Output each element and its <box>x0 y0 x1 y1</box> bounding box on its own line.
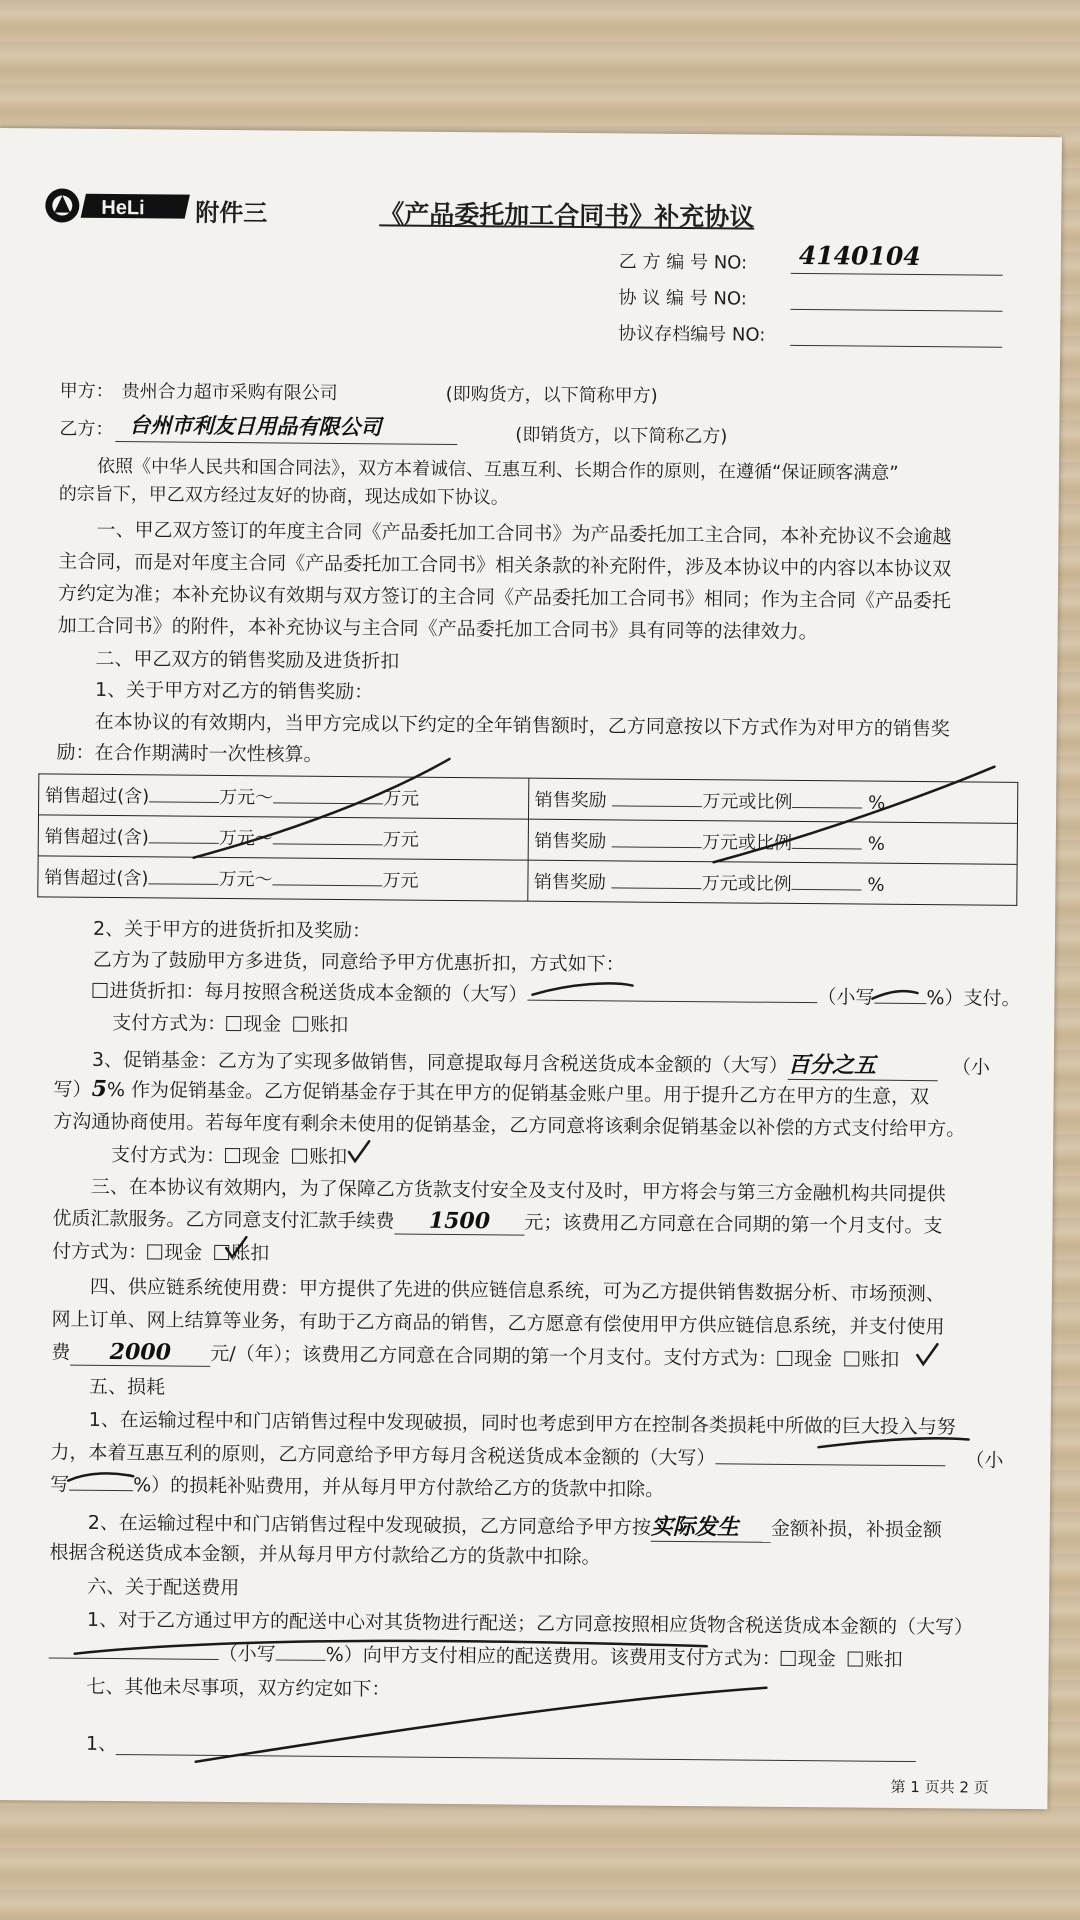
archive-number-label: 协议存档编号 NO: <box>618 323 766 346</box>
section-heading: 1、关于甲方对乙方的销售奖励： <box>95 678 374 704</box>
paragraph-line: 一、甲乙双方签订的年度主合同《产品委托加工合同书》为产品委托加工主合同，本补充协议不会逾越 <box>96 518 952 549</box>
heli-logo-icon <box>43 186 193 225</box>
promo-fund-words: 百分之五 <box>788 1048 938 1081</box>
section-heading: 六、关于配送费用 <box>87 1575 240 1600</box>
table-row: 销售超过(含) 万元～ 万元 销售奖励 万元或比例 % <box>39 774 1018 824</box>
contract-page <box>0 128 1062 1809</box>
payment-method: 支付方式为： 现金 账扣 <box>110 1144 348 1169</box>
paragraph-line: 费 2000 元/（年）；该费用乙方同意在合同期的第一个月支付。支付方式为： 现金 账扣 <box>51 1339 900 1371</box>
checkbox-cash[interactable] <box>777 1351 792 1366</box>
paragraph-line: 网上订单、网上结算等业务，有助于乙方商品的销售，乙方愿意有偿使用甲方供应链信息系统，并支付使用 <box>51 1308 945 1339</box>
paragraph-line: 励：在合作期满时一次性核算。 <box>56 741 323 766</box>
paragraph-line: 1、在运输过程中和门店销售过程中发现破损，同时也考虑到甲方在控制各类损耗中所做的巨大投入与努 <box>88 1408 956 1439</box>
document-title: 《产品委托加工合同书》补充协议 <box>379 199 755 232</box>
paragraph-line: 2、在运输过程中和门店销售过程中发现破损，乙方同意给予甲方按实际发生 金额补损，补损金额 <box>88 1505 942 1544</box>
section-heading: 2、关于甲方的进货折扣及奖励： <box>92 917 372 943</box>
system-fee-value: 2000 <box>70 1339 210 1367</box>
agreement-number-label: 协 议 编 号 NO: <box>618 287 747 310</box>
party-b-note: (即销货方，以下简称乙方) <box>515 424 728 448</box>
party-a-name: 贵州合力超市采购有限公司 <box>121 381 338 404</box>
checkbox-cash[interactable] <box>781 1651 796 1666</box>
party-b-number-value: 4140104 <box>798 240 921 272</box>
party-b-name: 台州市利友日用品有限公司 <box>129 412 382 440</box>
table-row: 销售超过(含) 万元～ 万元 销售奖励 万元或比例 % <box>38 815 1017 865</box>
checkbox-cash[interactable] <box>147 1244 162 1259</box>
sales-reward-table <box>37 773 1018 906</box>
paragraph-line: （小写 %）向甲方支付相应的配送费用。该费用支付方式为： 现金 账扣 <box>49 1637 903 1671</box>
page-number: 第 1 页共 2 页 <box>890 1777 989 1797</box>
remittance-fee-value: 1500 <box>394 1207 524 1235</box>
heli-logo <box>43 186 193 230</box>
loss-compensation-value: 实际发生 <box>651 1510 771 1543</box>
checkbox[interactable] <box>92 983 107 998</box>
payment-method: 支付方式为： 现金 账扣 <box>112 1012 349 1037</box>
checkbox-deduct-checked[interactable] <box>844 1351 859 1366</box>
paragraph-line: 加工合同书》的附件，本补充协议与主合同《产品委托加工合同书》具有同等的法律效力。 <box>57 614 818 644</box>
paragraph-line: 方约定为准；本补充协议有效期与双方签订的主合同《产品委托加工合同书》相同；作为主合同《产品委托 <box>57 582 952 613</box>
promo-fund-percent: 5 <box>91 1075 108 1102</box>
table-row: 销售超过(含) 万元～ 万元 销售奖励 万元或比例 % <box>38 856 1017 906</box>
sales-reward-label: 销售奖励 <box>534 830 607 853</box>
sales-over-label: 销售超过(含) <box>45 785 150 808</box>
svg-text:HeLi: HeLi <box>101 196 145 220</box>
attachment-label: 附件三 <box>195 198 268 228</box>
section-heading: 二、甲乙双方的销售奖励及进货折扣 <box>95 647 400 673</box>
paragraph-line: 在本协议的有效期内，当甲方完成以下约定的全年销售额时，乙方同意按以下方式作为对甲方的销售奖 <box>94 710 950 741</box>
checkbox-deduct-checked[interactable] <box>292 1149 307 1164</box>
item-number: 1、 <box>85 1732 118 1756</box>
checkbox-deduct[interactable] <box>848 1651 863 1666</box>
checkbox-cash[interactable] <box>226 1016 241 1031</box>
checkbox-deduct[interactable] <box>293 1017 308 1032</box>
paragraph-line: 的宗旨下，甲乙双方经过友好的协商，现达成如下协议。 <box>58 483 509 509</box>
party-b-label: 乙方： <box>59 418 114 441</box>
sales-reward-label: 销售奖励 <box>534 789 607 812</box>
paragraph-line: 三、在本协议有效期内，为了保障乙方货款支付安全及支付及时，甲方将会与第三方金融机构共同提供 <box>90 1175 946 1206</box>
paragraph-line: 写）5% 作为促销基金。乙方促销基金存于其在甲方的促销基金账户里。用于提升乙方在甲方的生意，双 <box>53 1075 930 1109</box>
paragraph-line: 主合同，而是对年度主合同《产品委托加工合同书》相关条款的补充附件，涉及本协议中的内容以本协议双 <box>58 550 952 581</box>
sales-over-label: 销售超过(含) <box>44 867 149 890</box>
check-mark <box>349 1141 369 1161</box>
section-heading: 七、其他未尽事项，双方约定如下： <box>86 1675 391 1701</box>
paragraph-line: 1、对于乙方通过甲方的配送中心对其货物进行配送；乙方同意按照相应货物含税送货成本金额的（大写） <box>86 1608 974 1639</box>
sales-reward-label: 销售奖励 <box>533 871 607 894</box>
check-mark <box>917 1344 937 1364</box>
party-a-label: 甲方： <box>59 380 114 403</box>
paragraph-line: 写 %）的损耗补贴费用，并从每月甲方付款给乙方的货款中扣除。 <box>50 1473 665 1501</box>
paragraph-line: 3、促销基金：乙方为了实现多做销售，同意提取每月含税送货成本金额的（大写）百分之五 （小 <box>92 1042 990 1082</box>
paragraph-line: 根据含税送货成本金额，并从每月甲方付款给乙方的货款中扣除。 <box>49 1541 601 1569</box>
paragraph-line: 方沟通协商使用。若每年度有剩余未使用的促销基金，乙方同意将该剩余促销基金以补偿的方式支付给甲方。 <box>53 1110 966 1141</box>
payment-method: 付方式为： 现金 账扣 <box>52 1240 270 1265</box>
paragraph-line: 优质汇款服务。乙方同意支付汇款手续费 1500 元；该费用乙方同意在合同期的第一个月支付。支 <box>52 1207 943 1238</box>
party-b-number-label: 乙 方 编 号 NO: <box>618 251 748 274</box>
paragraph-line: 依照《中华人民共和国合同法》，双方本着诚信、互惠互利、长期合作的原则，在遵循“保证顾客满意” <box>96 455 899 484</box>
checkbox-deduct-checked[interactable] <box>214 1245 229 1260</box>
section-heading: 五、损耗 <box>88 1375 166 1399</box>
paragraph-line: 乙方为了鼓励甲方多进货，同意给予甲方优惠折扣，方式如下： <box>92 948 625 976</box>
party-a-note: (即购货方，以下简称甲方) <box>445 383 658 407</box>
sales-over-label: 销售超过(含) <box>44 826 149 849</box>
checkbox-cash[interactable] <box>225 1148 240 1163</box>
paragraph-line: 四、供应链系统使用费：甲方提供了先进的供应链信息系统，可为乙方提供销售数据分析、市场预测、 <box>89 1275 945 1306</box>
paragraph-line: 力，本着互惠互利的原则，乙方同意给予甲方每月含税送货成本金额的（大写） （小 <box>50 1441 1004 1472</box>
paragraph-line: 进货折扣：每月按照含税送货成本金额的（大写） （小写 %）支付。 <box>92 976 1020 1011</box>
